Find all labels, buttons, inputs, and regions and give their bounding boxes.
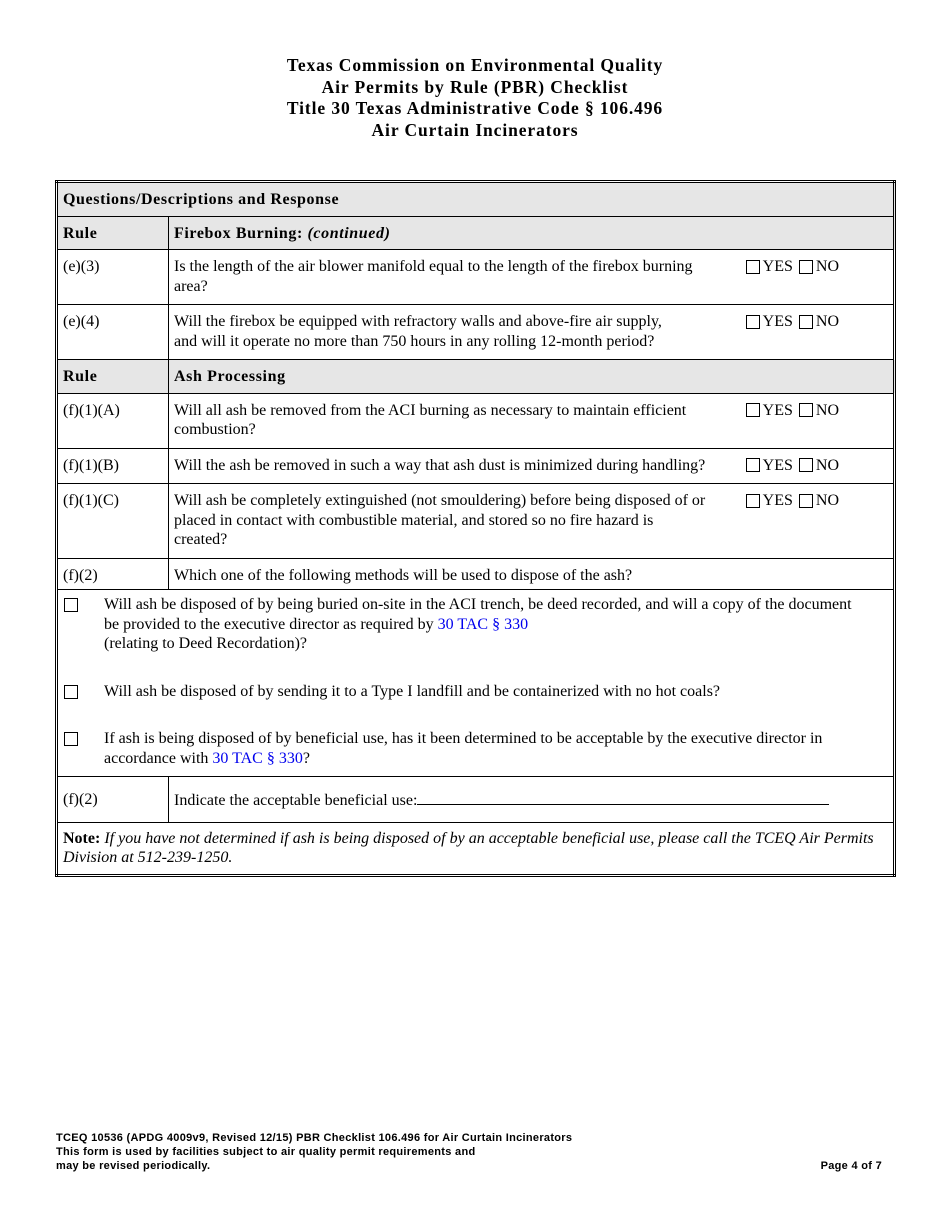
- rule-cell: (f)(1)(B): [57, 448, 169, 484]
- option-text-end: ?: [302, 749, 310, 767]
- rule-cell: (f)(2): [57, 777, 169, 823]
- no-checkbox[interactable]: [799, 403, 813, 417]
- table-title-row: [57, 182, 895, 217]
- question-text: Is the length of the air blower manifold equal to the length of the firebox burning area?: [174, 258, 693, 295]
- question-text: Will ash be completely extinguished (not smouldering) before being disposed of or placed in contact with combustible material, and stored so no fire hazard is created?: [174, 492, 706, 548]
- disposal-option-landfill: [63, 682, 888, 702]
- question-row: [57, 305, 895, 360]
- checklist-title: Air Permits by Rule (PBR) Checklist: [321, 76, 629, 97]
- yes-no-group: [746, 456, 839, 476]
- form-id: TCEQ 10536 (APDG 4009v9, Revised 12/15) PBR Checklist 106.496 for Air Curtain Incinerators: [56, 1132, 573, 1144]
- option-text: If ash is being disposed of by beneficial use, has it been determined to be acceptable by the executive director in accordance with: [104, 730, 823, 767]
- document-header: [0, 55, 950, 141]
- rule-cell: (f)(1)(A): [57, 393, 169, 448]
- rule-column-header: Rule: [57, 216, 169, 250]
- tac-330-link[interactable]: 30 TAC § 330: [437, 615, 529, 633]
- note-text: If you have not determined if ash is being disposed of by an acceptable beneficial use, please call the TCEQ Air Permits Division at 512-239-1250.: [63, 829, 874, 866]
- beneficial-use-label: Indicate the acceptable beneficial use:: [174, 792, 418, 809]
- yes-label: YES: [762, 258, 793, 275]
- note-label: Note:: [63, 829, 105, 847]
- option-text: Will ash be disposed of by sending it to a Type I landfill and be containerized with no hot coals?: [104, 682, 721, 700]
- disposal-option-buried: [63, 595, 888, 654]
- methods-row: [57, 558, 895, 590]
- note: [57, 822, 895, 875]
- subject-title: Air Curtain Incinerators: [371, 119, 579, 140]
- page-footer: [56, 1131, 882, 1173]
- section-header-ash: [57, 360, 895, 394]
- yes-label: YES: [762, 401, 793, 419]
- section-title-text: Firebox Burning:: [174, 224, 308, 242]
- yes-label: YES: [762, 492, 793, 509]
- disposal-options-row: [57, 590, 895, 777]
- yes-label: YES: [762, 313, 793, 330]
- no-label: NO: [815, 492, 839, 509]
- question-row: [57, 448, 895, 484]
- no-label: NO: [815, 258, 839, 275]
- rule-column-header: Rule: [57, 360, 169, 394]
- option-text-cont: (relating to Deed Recordation)?: [104, 635, 308, 652]
- note-row: [57, 822, 895, 875]
- yes-no-group: [746, 401, 839, 421]
- question-row: [57, 250, 895, 305]
- page-number: Page 4 of 7: [820, 1160, 882, 1172]
- checklist-table: [55, 180, 896, 877]
- option-checkbox[interactable]: [64, 732, 78, 746]
- rule-cell: (f)(2): [57, 558, 169, 590]
- yes-no-group: [746, 312, 839, 332]
- yes-checkbox[interactable]: [746, 458, 760, 472]
- table-title: Questions/Descriptions and Response: [57, 182, 895, 217]
- no-label: NO: [815, 401, 839, 419]
- code-title: Title 30 Texas Administrative Code § 106.496: [286, 98, 664, 118]
- footer-revision-line: may be revised periodically.: [56, 1160, 211, 1172]
- option-checkbox[interactable]: [64, 685, 78, 699]
- no-checkbox[interactable]: [799, 494, 813, 508]
- option-text: Will ash be disposed of by being buried on-site in the ACI trench, be deed recorded, and will a copy of the document be provided to the executive director as required by: [104, 596, 852, 633]
- rule-cell: (e)(3): [57, 250, 169, 305]
- yes-checkbox[interactable]: [746, 494, 760, 508]
- tac-330-link[interactable]: 30 TAC § 330: [212, 749, 303, 767]
- question-text: Will the ash be removed in such a way that ash dust is minimized during handling?: [174, 456, 706, 474]
- option-checkbox[interactable]: [64, 598, 78, 612]
- yes-label: YES: [762, 456, 793, 474]
- no-label: NO: [815, 456, 839, 474]
- disposal-option-beneficial: [63, 729, 888, 768]
- section-header-firebox: [57, 216, 895, 250]
- question-text: Will the firebox be equipped with refractory walls and above-fire air supply, and will it operate no more than 750 hours in any rolling 12-month period?: [174, 313, 662, 350]
- no-checkbox[interactable]: [799, 260, 813, 274]
- continued-label: (continued): [307, 224, 391, 242]
- yes-no-group: [746, 491, 839, 511]
- section-title-firebox: [169, 216, 895, 250]
- beneficial-use-row: [57, 777, 895, 823]
- no-checkbox[interactable]: [799, 458, 813, 472]
- question-row: [57, 484, 895, 559]
- agency-title: Texas Commission on Environmental Quality: [286, 55, 664, 75]
- yes-checkbox[interactable]: [746, 403, 760, 417]
- footer-usage-line: This form is used by facilities subject to air quality permit requirements and: [56, 1146, 476, 1158]
- section-title-ash: Ash Processing: [169, 360, 895, 394]
- no-checkbox[interactable]: [799, 315, 813, 329]
- rule-cell: (f)(1)(C): [57, 484, 169, 559]
- beneficial-use-input[interactable]: [417, 790, 829, 805]
- question-text: Which one of the following methods will be used to dispose of the ash?: [169, 558, 895, 590]
- question-row: [57, 393, 895, 448]
- yes-checkbox[interactable]: [746, 315, 760, 329]
- yes-checkbox[interactable]: [746, 260, 760, 274]
- question-text: Will all ash be removed from the ACI burning as necessary to maintain efficient combustion?: [174, 401, 687, 438]
- yes-no-group: [746, 257, 839, 277]
- rule-cell: (e)(4): [57, 305, 169, 360]
- no-label: NO: [815, 313, 839, 330]
